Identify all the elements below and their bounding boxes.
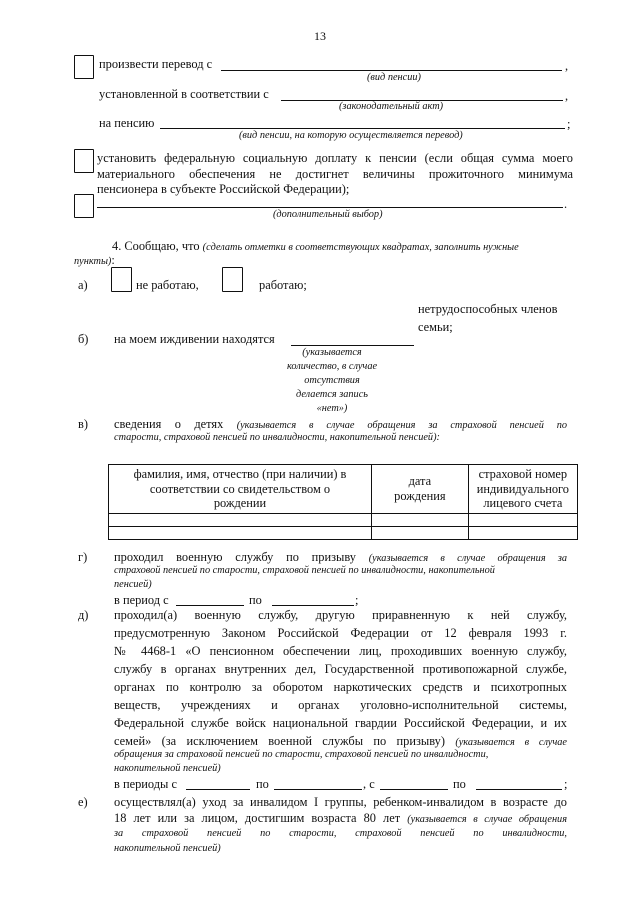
additional-choice-field[interactable]: [97, 207, 563, 208]
transfer-label: произвести перевод с: [99, 57, 213, 71]
section4-intro-line-2: пункты):: [74, 253, 115, 267]
service-from-field-2[interactable]: [380, 789, 448, 790]
care-line-3: за страховой пенсией по старости, страховой пенсией по инвалидности,: [114, 828, 567, 839]
to-pension-label: на пенсию: [99, 116, 155, 130]
page-number: 13: [314, 29, 326, 43]
section4-intro: 4. Сообщаю, что (сделать отметки в соответствующих квадратах, заполнить нужные: [112, 239, 519, 253]
supplement-line-2: материального обеспечения не достигнет величины прожиточного минимума: [97, 167, 573, 181]
snils-column-header: страховой номер индивидуального лицевого счета: [468, 465, 577, 514]
snils-cell[interactable]: [468, 527, 577, 540]
item-g-letter: г): [78, 550, 88, 564]
additional-choice-caption: (дополнительный выбор): [273, 209, 383, 220]
dependents-note-4: делается запись: [296, 389, 368, 400]
conscription-line-2: страховой пенсией по старости, страховой пенсией по инвалидности, накопительной: [114, 565, 495, 576]
care-line-2: 18 лет или за лицом, достигшим возраста 80 лет (указывается в случае обращения: [114, 811, 567, 825]
item-d-letter: д): [78, 608, 89, 622]
service-line-9: обращения за страховой пенсией по старости, страховой пенсией по инвалидности,: [114, 749, 489, 760]
service-line-3: № 4468-1 «О пенсионном обеспечении лиц, проходивших военную службу,: [114, 644, 567, 658]
snils-cell[interactable]: [468, 514, 577, 527]
service-line-5: органах по контролю за оборотом наркотических средств и психотропных: [114, 680, 567, 694]
service-line-1: проходил(а) военную службу, другую приравненную к ней службу,: [114, 608, 567, 622]
item-e-letter: е): [78, 795, 88, 809]
item-a-letter: а): [78, 278, 88, 292]
fio-column-header: фамилия, имя, отчество (при наличии) в соответствии со свидетельством о рождении: [109, 465, 372, 514]
children-line-2: старости, страховой пенсией по инвалидности, накопительной пенсией):: [114, 432, 440, 443]
target-pension-caption: (вид пенсии, на которую осуществляется перевод): [239, 130, 463, 141]
care-line-1: осуществлял(а) уход за инвалидом I группы, ребенком-инвалидом в возрасте до: [114, 795, 567, 809]
legislative-act-caption: (законодательный акт): [339, 101, 444, 112]
pension-type-field[interactable]: [221, 70, 562, 71]
dependents-right-1: нетрудоспособных членов: [418, 302, 558, 316]
conscription-period-label: в период с: [114, 593, 169, 607]
dependents-note-2: количество, в случае: [286, 361, 378, 372]
service-line-10: накопительной пенсией): [114, 763, 221, 774]
dependents-note-5: «нет»): [316, 403, 348, 414]
conscription-line-1: проходил военную службу по призыву (указывается в случае обращения за: [114, 550, 567, 564]
service-to-field-2[interactable]: [476, 789, 562, 790]
dependents-count-field[interactable]: [291, 345, 414, 346]
transfer-checkbox[interactable]: [74, 55, 94, 79]
service-line-2: предусмотренную Законом Российской Федерации от 12 февраля 1993 г.: [114, 626, 567, 640]
item-v-letter: в): [78, 417, 88, 431]
care-line-4: накопительной пенсией): [114, 843, 221, 854]
fio-cell[interactable]: [109, 514, 372, 527]
supplement-line-3: пенсионера в субъекте Российской Федерации);: [97, 182, 350, 196]
service-line-6: веществ, учреждениях и органах уголовно-исполнительной системы,: [114, 698, 567, 712]
birthdate-column-header: дата рождения: [371, 465, 468, 514]
target-pension-field[interactable]: [160, 128, 565, 129]
supplement-line-1: установить федеральную социальную доплату к пенсии (если общая сумма моего: [97, 151, 573, 165]
fio-cell[interactable]: [109, 527, 372, 540]
established-label: установленной в соответствии с: [99, 87, 269, 101]
service-line-8: семей» (за исключением военной службы по призыву) (указывается в случае: [114, 734, 567, 748]
not-working-checkbox[interactable]: [111, 267, 132, 292]
table-row: [109, 527, 578, 540]
service-line-7: Федеральной службе войск национальной гвардии Российской Федерации, и их: [114, 716, 567, 730]
children-line-1: сведения о детях (указывается в случае обращения за страховой пенсией по: [114, 417, 568, 431]
additional-checkbox[interactable]: [74, 194, 94, 218]
children-table: [108, 464, 578, 540]
conscription-to-field[interactable]: [272, 605, 354, 606]
service-line-4: службу в органах внутренних дел, Государственной противопожарной службе,: [114, 662, 567, 676]
not-working-label: не работаю,: [136, 278, 199, 292]
dependents-label: на моем иждивении находятся: [114, 332, 275, 346]
pension-type-caption: (вид пенсии): [367, 72, 421, 83]
conscription-from-field[interactable]: [176, 605, 244, 606]
dependents-note-3: отсутствия: [304, 375, 360, 386]
birthdate-cell[interactable]: [371, 514, 468, 527]
working-checkbox[interactable]: [222, 267, 243, 292]
conscription-line-3: пенсией): [114, 579, 152, 590]
service-from-field-1[interactable]: [186, 789, 250, 790]
birthdate-cell[interactable]: [371, 527, 468, 540]
dependents-note-1: (указывается: [302, 347, 362, 358]
table-header-row: [109, 465, 578, 514]
service-to-field-1[interactable]: [274, 789, 362, 790]
supplement-checkbox[interactable]: [74, 149, 94, 173]
table-row: [109, 514, 578, 527]
dependents-right-2: семьи;: [418, 320, 453, 334]
item-b-letter: б): [78, 332, 89, 346]
service-periods-label: в периоды с: [114, 777, 177, 791]
working-label: работаю;: [259, 278, 307, 292]
